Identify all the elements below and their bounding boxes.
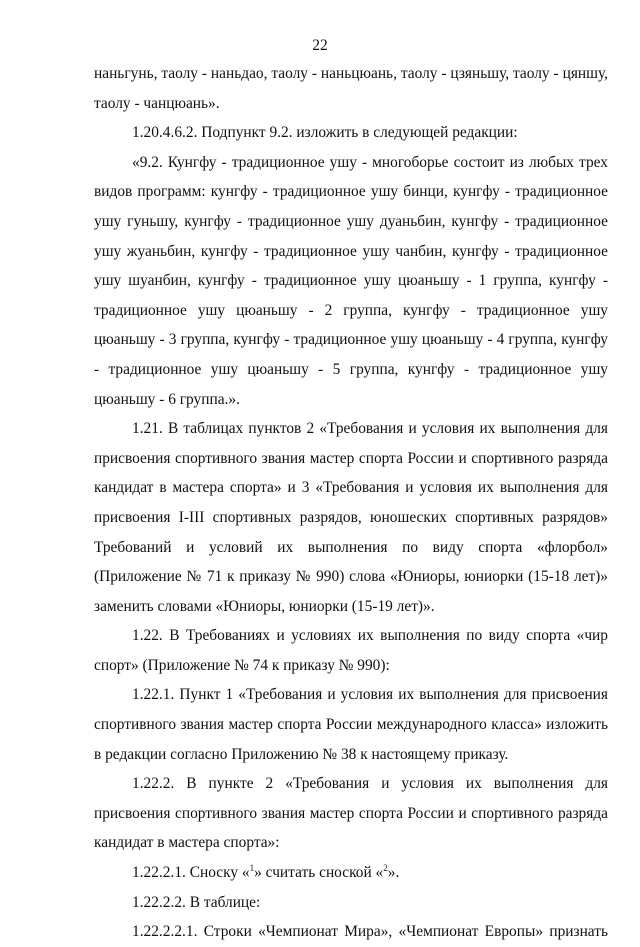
paragraph-4: 1.21. В таблицах пунктов 2 «Требования и условия их выполнения для присвоения спортивного звания мастер спорта России и спортивного разряда кандидат в мастера спорта» и 3 «Требования и условия их выполнения для присвоения I-III спортивных разрядов, юношеских спортивных разрядов» Требований и условий их выполнения по виду спорта «флорбол» (Приложение № 71 к приказу № 990) слова «Юниоры, юниорки (15-18 лет)» заменить словами «Юниоры, юниорки (15-19 лет)».: [94, 420, 608, 615]
paragraph-7: 1.22.2. В пункте 2 «Требования и условия их выполнения для присвоения спортивного звания мастер спорта России и спортивного разряда кандидат в мастера спорта»:: [94, 775, 608, 852]
footnote-mark-2: 2: [383, 863, 388, 874]
paragraph-6: 1.22.1. Пункт 1 «Требования и условия их выполнения для присвоения спортивного звания мастер спорта России международного класса» изложить в редакции согласно Приложению № 38 к настоящему приказу.: [94, 686, 608, 763]
paragraph-9: 1.22.2.2. В таблице:: [132, 893, 261, 911]
paragraph-10: 1.22.2.2.1. Строки «Чемпионат Мира», «Чемпионат Европы» признать: [132, 923, 608, 941]
paragraph-3: «9.2. Кунгфу - традиционное ушу - многоборье состоит из любых трех видов программ: кунгфу - традиционное ушу бинци, кунгфу - традиционное ушу гуньшу, кунгфу - традиционное ушу дуаньбин, кунгфу - традиционное ушу жуаньбин, кунгфу - традиционное ушу чанбин, кунгфу - традиционное ушу шуанбин, кунгфу - традиционное ушу цюаньшу - 1 группа, кунгфу - традиционное ушу цюаньшу - 2 группа, кунгфу - традиционное ушу цюаньшу - 3 группа, кунгфу - традиционное ушу цюаньшу - 4 группа, кунгфу - традиционное ушу цюаньшу - 5 группа, кунгфу - традиционное ушу цюаньшу - 6 группа.».: [94, 153, 608, 408]
paragraph-8-text-after: ».: [387, 864, 400, 882]
document-body: [94, 59, 608, 947]
footnote-mark-1: 1: [249, 863, 255, 874]
paragraph-1: наньгунь, таолу - наньдао, таолу - наньцюань, таолу - цзяньшу, таолу - цяншу, таолу - чанцюань».: [94, 65, 608, 112]
paragraph-8: [94, 858, 608, 888]
page-number: 22: [312, 37, 328, 54]
paragraph-8-text-middle: » считать сноской «: [254, 864, 384, 882]
paragraph-8-text-before: 1.22.2.1. Сноску «: [132, 864, 250, 882]
paragraph-5: 1.22. В Требованиях и условиях их выполнения по виду спорта «чир спорт» (Приложение № 74 к приказу № 990):: [94, 627, 608, 674]
paragraph-2: 1.20.4.6.2. Подпункт 9.2. изложить в следующей редакции:: [132, 124, 518, 142]
